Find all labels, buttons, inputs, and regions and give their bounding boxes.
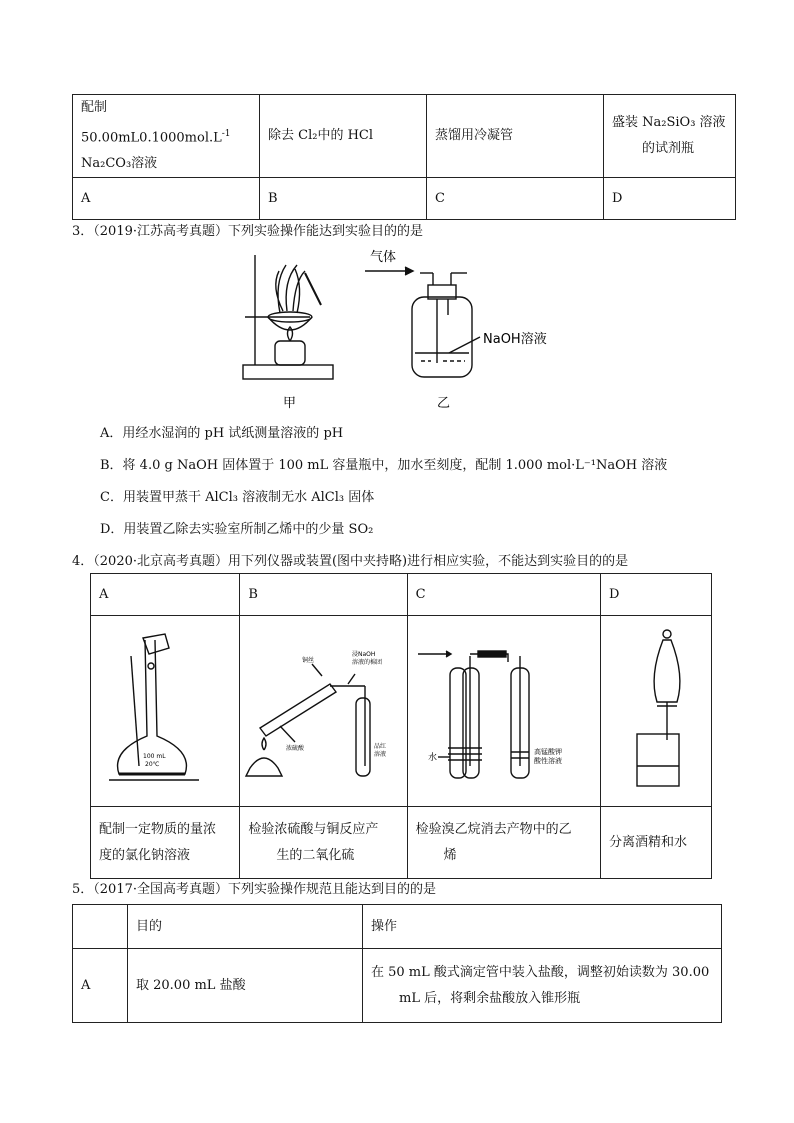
q3-stem: 3．（2019·江苏高考真题）下列实验操作能达到实验目的的是 [72,224,423,239]
label-gas: 气体 [370,250,397,265]
cell-d-desc: 盛装 Na₂SiO₃ 溶液 的试剂瓶 [604,95,736,178]
volumetric-flask-figure [91,616,239,796]
q4-caption-a: 配制一定物质的量浓 度的氯化钠溶液 [91,807,240,879]
q4-header-a: A [91,574,240,616]
label-acidic-solution: 酸性溶液 [533,757,562,765]
q4-caption-b: 检验浓硫酸与铜反应产 生的二氧化硫 [240,807,407,879]
q5-row-label: A [73,949,128,1023]
q4-caption-c: 检验溴乙烷消去产物中的乙 烯 [407,807,600,879]
q4-header-c: C [407,574,600,616]
label-naoh: NaOH溶液 [483,332,547,347]
q3-option-b: B．将 4.0 g NaOH 固体置于 100 mL 容量瓶中，加水至刻度，配制 1.000 mol·L⁻¹NaOH 溶液 [100,458,668,473]
label-naoh-soaked: 浸NaOH [352,651,376,658]
q3-option-c: C．用装置甲蒸干 AlCl₃ 溶液制无水 AlCl₃ 固体 [100,490,375,505]
cell-a-label: A [73,178,260,220]
cell-a-desc: 配制 $50.00mL0.1000mol.L^{-1}$ Na₂CO₃溶液 [73,95,260,178]
q5-header-operation: 操作 [363,905,722,949]
flask-temp-label: 20℃ [145,761,160,768]
q4-figure-d-cell [601,616,712,807]
q4-stem: 4．（2020·北京高考真题）用下列仪器或装置(图中夹持略)进行相应实验，不能达到实验目的的是 [72,554,629,569]
label-solution: 溶液 [374,751,387,758]
separatory-funnel-figure [601,616,711,796]
cell-c-desc: 蒸馏用冷凝管 [427,95,604,178]
q5-table [72,904,722,1023]
q4-caption-d: 分离酒精和水 [601,807,712,879]
q5-header-blank [73,905,128,949]
evaporation-apparatus [243,255,333,379]
caption-jia: 甲 [283,396,297,411]
q5-row-goal: 取 20.00 mL 盐酸 [128,949,363,1023]
q4-header-b: B [240,574,407,616]
label-water: 水 [427,753,437,763]
label-cotton: 溶液的棉团 [352,659,383,666]
q4-figure-a-cell [91,616,240,807]
cell-b-label: B [260,178,427,220]
label-conc-sulfuric: 浓硫酸 [286,745,305,752]
flask-volume-label: 100 mL [143,753,166,760]
q3-option-d: D．用装置乙除去实验室所制乙烯中的少量 SO₂ [100,522,374,537]
cell-c-label: C [427,178,604,220]
q4-figure-c-cell [407,616,600,807]
gas-washing-bottle [365,267,480,377]
bromoethane-elimination-figure [408,616,600,796]
cell-b-desc: 除去 Cl₂中的 HCl [260,95,427,178]
q5-row-operation: 在 50 mL 酸式滴定管中装入盐酸，调整初始读数为 30.00 mL 后，将剩余盐酸放入锥形瓶 [363,949,722,1023]
label-copper-wire: 铜丝 [302,657,315,664]
q3-option-a: A．用经水湿润的 pH 试纸测量溶液的 pH [100,426,344,441]
q4-header-d: D [601,574,712,616]
q5-header-goal: 目的 [128,905,363,949]
q4-figure-b-cell [240,616,407,807]
copper-sulfuric-acid-figure [240,616,406,796]
cell-d-label: D [604,178,736,220]
q3-apparatus-figure [235,245,575,413]
reagent-table [72,94,736,220]
q5-stem: 5．（2017·全国高考真题）下列实验操作规范且能达到目的的是 [72,882,436,897]
label-kmno4: 高锰酸钾 [533,748,562,756]
q4-table [90,573,712,879]
caption-yi: 乙 [437,396,451,411]
label-magenta: 品红 [374,743,387,750]
